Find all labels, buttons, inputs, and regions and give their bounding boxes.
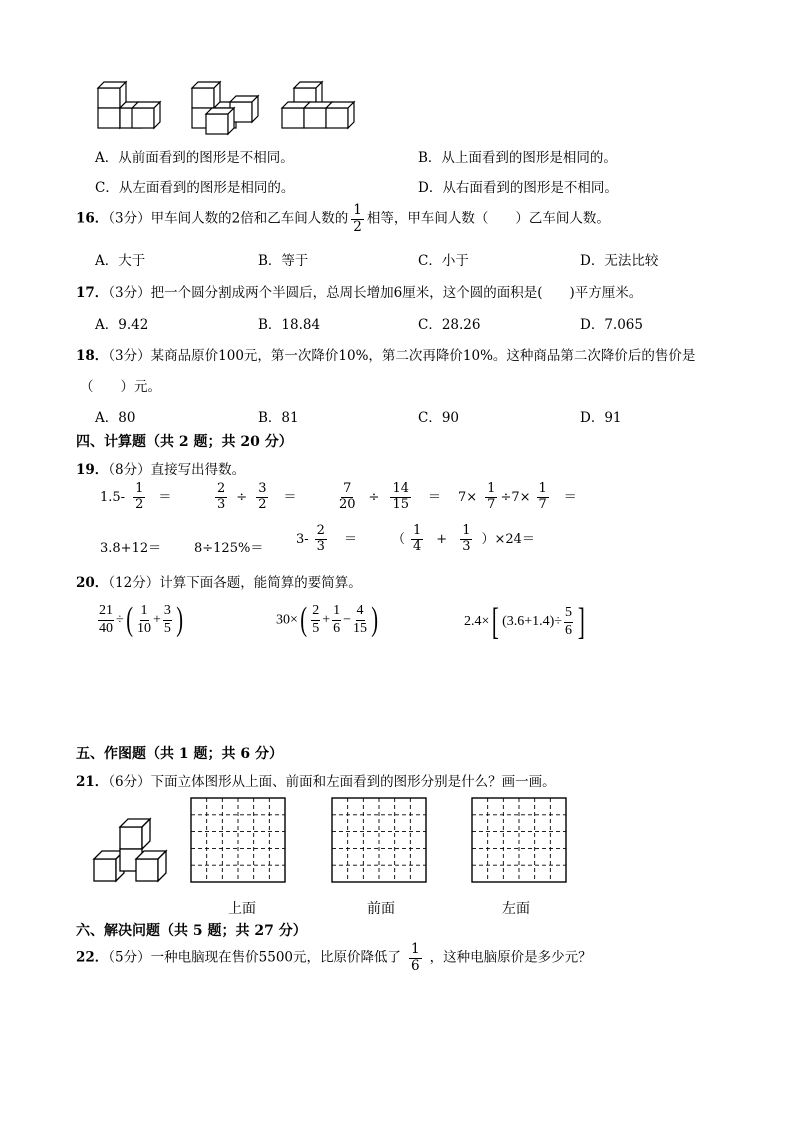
- q19-expr-2-numerator-1: 2: [217, 481, 226, 496]
- q20-expr-2-denominator-1: 5: [312, 620, 320, 636]
- q19-expr-8-left-paren: （: [392, 531, 406, 547]
- q19-expr-8-operator: +: [436, 531, 448, 547]
- grid-top-view: [190, 797, 286, 883]
- q15-cube-figures: [90, 76, 370, 136]
- q19-expr-3-numerator-2: 14: [392, 481, 409, 496]
- q20-expr-3-numerator: 5: [564, 605, 573, 623]
- q19-expr-8-numerator-2: 1: [462, 523, 471, 538]
- q22-fraction-numerator: 1: [411, 941, 420, 957]
- q18-number: 18．: [76, 348, 109, 364]
- q19-expr-4: [458, 482, 577, 513]
- question-16: [76, 203, 610, 235]
- q20-expr-1-numerator-2: 1: [140, 603, 149, 621]
- section-4-title: 四、计算题（共 2 题；共 20 分）: [76, 434, 293, 450]
- q20-expr-1-fraction-1: [98, 603, 114, 638]
- cube-figure-c: [282, 82, 354, 128]
- section-5-title: 五、作图题（共 1 题；共 6 分）: [76, 746, 283, 762]
- q21-score: （6分）: [108, 774, 151, 790]
- q21-text: 下面立体图形从上面、前面和左面看到的图形分别是什么？画一画。: [150, 774, 556, 790]
- q22-text-after: ，这种电脑原价是多少元？: [429, 949, 592, 966]
- q20-expr-2-fraction-2: [332, 603, 341, 638]
- q20-expr-2-operator-2: −: [343, 612, 352, 628]
- q22-fraction-denominator: 6: [411, 957, 420, 974]
- q19-expr-8-numerator-1: 1: [413, 523, 422, 538]
- q19-expr-3-fraction-1: [337, 482, 358, 513]
- q19-expr-4-denominator-1: 7: [487, 496, 496, 512]
- q22-fraction: [409, 942, 422, 974]
- q18-option-d: D．91: [580, 410, 622, 426]
- q17-option-d: D．7.065: [580, 317, 643, 333]
- q16-text-before: 甲车间人数的2倍和乙车间人数的: [150, 210, 349, 227]
- q19-expr-1-numerator: 1: [135, 481, 144, 496]
- q19-expr-3-equals: ＝: [428, 489, 442, 505]
- q19-expr-7-numerator: 2: [316, 523, 325, 538]
- caption-left-view: 左面: [502, 901, 530, 917]
- q20-expr-1-numerator-3: 3: [163, 603, 172, 621]
- q20-expr-2-numerator-3: 4: [356, 603, 365, 621]
- q18-text-line2: （ ）元。: [80, 379, 161, 395]
- q20-expr-3-pre: 2.4×: [464, 614, 490, 630]
- q20-expr-1-fraction-3: [163, 603, 172, 638]
- q19-expr-2-operator: ÷: [236, 489, 248, 505]
- q20-expr-1-operator-2: +: [153, 612, 161, 628]
- q22-number: 22．: [76, 949, 109, 966]
- q19-expr-4-numerator-1: 1: [487, 481, 496, 496]
- q16-number: 16．: [76, 210, 109, 227]
- cube-figure-b: [192, 82, 258, 134]
- q19-expr-6: 8÷125%＝: [194, 541, 264, 556]
- q15-option-c: C．从左面看到的图形是相同的。: [95, 180, 295, 196]
- q19-expr-4-fraction-1: [485, 482, 497, 513]
- q19-expr-2-denominator-1: 3: [217, 496, 226, 512]
- q17-option-c: C．28.26: [418, 317, 481, 333]
- q20-text: 计算下面各题，能简算的要简算。: [159, 575, 362, 591]
- grid-front-view: [331, 797, 427, 883]
- q19-expr-8-denominator-1: 4: [413, 538, 422, 554]
- q16-score: （3分）: [108, 210, 151, 227]
- q19-expr-8-denominator-2: 3: [462, 538, 471, 554]
- q19-expr-7-equals: ＝: [343, 531, 357, 547]
- q19-expr-3: [334, 482, 441, 513]
- q20-expr-1-right-paren: ): [176, 601, 183, 639]
- q19-text: 直接写出得数。: [150, 462, 246, 478]
- question-22: [76, 942, 592, 974]
- q17-text: 把一个圆分割成两个半圆后，总周长增加6厘米，这个圆的面积是( )平方厘米。: [150, 285, 643, 301]
- question-20: [76, 571, 362, 591]
- q16-option-b: B．等于: [258, 253, 309, 269]
- q19-expr-4-fraction-2: [537, 482, 549, 513]
- question-19: [76, 458, 245, 478]
- q19-expr-7-denominator: 3: [316, 538, 325, 554]
- q19-expr-2-fraction-1: [215, 482, 227, 513]
- question-18: [76, 344, 695, 364]
- q19-expr-3-fraction-2: [390, 482, 411, 513]
- q19-expr-8: [392, 524, 535, 555]
- q19-expr-2: [212, 482, 296, 513]
- caption-top-view: 上面: [228, 901, 256, 917]
- section-6-title: 六、解决问题（共 5 题；共 27 分）: [76, 923, 307, 939]
- q19-expr-2-numerator-2: 3: [258, 481, 267, 496]
- q19-expr-1-denominator: 2: [135, 496, 144, 512]
- q15-option-d: D．从右面看到的图形是不相同。: [418, 180, 618, 196]
- q20-expr-3-left-bracket: [: [492, 601, 500, 643]
- q20-number: 20．: [76, 575, 109, 591]
- q19-expr-1-equals: ＝: [158, 489, 172, 505]
- q19-expr-4-equals: ＝: [563, 489, 577, 505]
- q16-text-after: 相等，甲车间人数（ ）乙车间人数。: [366, 210, 610, 227]
- q19-expr-7: [296, 524, 357, 555]
- q19-expr-4-mid: ÷7×: [500, 489, 531, 505]
- q16-fraction-numerator: 1: [353, 202, 362, 218]
- q20-expr-2: [276, 603, 380, 638]
- q19-expr-3-operator: ÷: [368, 489, 380, 505]
- caption-front-view: 前面: [367, 901, 395, 917]
- q19-expr-4-denominator-2: 7: [538, 496, 547, 512]
- q16-option-d: D．无法比较: [580, 253, 659, 269]
- cube-figure-a: [98, 82, 160, 128]
- q18-text: 某商品原价100元，第一次降价10%，第二次再降价10%。这种商品第二次降价后的售价是: [150, 348, 696, 364]
- q20-expr-2-numerator-1: 2: [311, 603, 320, 621]
- q20-expr-1-numerator-1: 21: [98, 603, 114, 621]
- q19-expr-2-denominator-2: 2: [258, 496, 267, 512]
- q16-fraction-denominator: 2: [353, 218, 362, 235]
- q17-number: 17．: [76, 285, 109, 301]
- q17-option-b: B．18.84: [258, 317, 321, 333]
- q21-number: 21．: [76, 774, 109, 790]
- q17-option-a: A．9.42: [95, 317, 149, 333]
- q20-expr-3-inner: (3.6+1.4)÷: [502, 614, 562, 630]
- q19-expr-3-denominator-1: 20: [339, 496, 356, 512]
- q19-expr-8-fraction-1: [411, 524, 423, 555]
- q20-expr-2-numerator-2: 1: [332, 603, 341, 621]
- q19-expr-8-fraction-2: [460, 524, 472, 555]
- q20-expr-2-operator-1: +: [322, 612, 331, 628]
- q19-expr-1-fraction: [133, 482, 145, 513]
- q20-expr-2-right-paren: ): [371, 601, 379, 639]
- q18-option-b: B．81: [258, 410, 299, 426]
- q19-expr-7-fraction: [315, 524, 327, 555]
- q19-expr-2-equals: ＝: [283, 489, 297, 505]
- q20-expr-1: [96, 603, 185, 638]
- q20-expr-3-right-bracket: ]: [577, 601, 585, 643]
- q19-expr-1: [100, 482, 171, 513]
- q16-option-a: A．大于: [95, 253, 146, 269]
- q15-option-b: B．从上面看到的图形是相同的。: [418, 150, 617, 166]
- q20-expr-2-pre: 30×: [276, 612, 298, 628]
- q19-expr-4-pre: 7×: [458, 489, 478, 505]
- question-17: [76, 281, 642, 301]
- q22-score: （5分）: [108, 949, 151, 966]
- q20-expr-1-operator-1: ÷: [116, 612, 124, 628]
- q19-expr-3-denominator-2: 15: [392, 496, 409, 512]
- q16-fraction: [351, 203, 364, 235]
- q20-expr-2-denominator-3: 15: [353, 620, 368, 636]
- q18-score: （3分）: [108, 348, 151, 364]
- q19-expr-4-numerator-2: 1: [538, 481, 547, 496]
- q19-expr-5: 3.8+12＝: [100, 541, 162, 556]
- q22-text-before: 一种电脑现在售价5500元，比原价降低了: [150, 949, 401, 966]
- q20-expr-2-fraction-1: [311, 603, 320, 638]
- q19-expr-2-fraction-2: [256, 482, 268, 513]
- q19-expr-3-numerator-1: 7: [343, 481, 352, 496]
- q19-expr-1-pre: 1.5-: [100, 489, 126, 505]
- q20-expr-1-fraction-2: [137, 603, 151, 638]
- q20-expr-2-denominator-2: 6: [333, 620, 341, 636]
- q20-expr-1-denominator-1: 40: [99, 620, 113, 636]
- q21-solid-figure: [92, 815, 172, 885]
- q20-expr-2-left-paren: (: [300, 601, 307, 639]
- q18-option-c: C．90: [418, 410, 460, 426]
- q20-expr-3-denominator: 6: [564, 622, 572, 638]
- q19-score: （8分）: [108, 462, 151, 478]
- q16-option-c: C．小于: [418, 253, 469, 269]
- q18-option-a: A．80: [95, 410, 136, 426]
- q17-score: （3分）: [108, 285, 151, 301]
- q15-option-a: A．从前面看到的图形是不相同。: [95, 150, 294, 166]
- q20-expr-3: [464, 603, 588, 641]
- q20-score: （12分）: [108, 575, 160, 591]
- q20-expr-3-fraction: [564, 605, 573, 640]
- grid-left-view: [471, 797, 567, 883]
- q19-number: 19．: [76, 462, 109, 478]
- q20-expr-1-denominator-2: 10: [137, 620, 152, 636]
- q19-expr-7-pre: 3-: [296, 531, 309, 547]
- q20-expr-1-left-paren: (: [125, 601, 133, 639]
- q20-expr-2-fraction-3: [353, 603, 367, 638]
- q19-expr-8-right: ）×24＝: [481, 531, 535, 547]
- question-21: [76, 770, 556, 790]
- q20-expr-1-denominator-3: 5: [163, 620, 171, 636]
